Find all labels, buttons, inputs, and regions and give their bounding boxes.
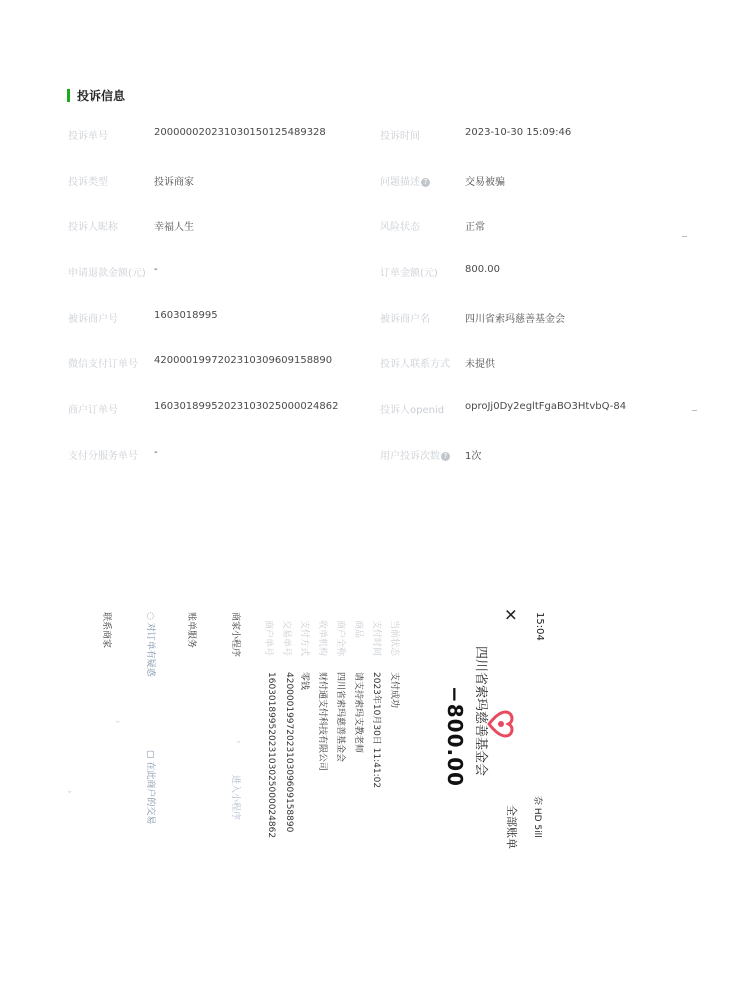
receipt-row-value: 零钱 bbox=[299, 672, 309, 691]
order-question-text: 对订单有疑惑 bbox=[145, 622, 155, 677]
receipt-row-value: 四川省索玛慈善基金会 bbox=[335, 672, 345, 763]
refund-amount-label: 申请退款金额(元) bbox=[68, 268, 146, 279]
merchant-name-label: 被诉商户名 bbox=[380, 314, 430, 325]
scan-mark bbox=[682, 236, 687, 237]
section-title: 投诉信息 bbox=[77, 89, 126, 103]
complaint-id-value: 200000020231030150125489328 bbox=[154, 127, 326, 138]
all-bills-button[interactable]: 全部账单 bbox=[505, 805, 518, 849]
merchant-name-value: 四川省索玛慈善基金会 bbox=[465, 314, 565, 325]
complainant-nickname-label: 投诉人昵称 bbox=[68, 222, 118, 233]
receipt-row-label: 交易单号 bbox=[281, 620, 291, 657]
receipt-row-label: 商户单号 bbox=[263, 620, 273, 657]
status-bar-icons: 奈 HD 5ill bbox=[532, 796, 542, 838]
receipt-merchant-name: 四川省索玛慈善基金会 bbox=[473, 646, 488, 777]
complaint-time-value: 2023-10-30 15:09:46 bbox=[465, 127, 572, 138]
order-amount-value: 800.00 bbox=[465, 264, 500, 275]
mini-program-label: 商家小程序 bbox=[230, 612, 240, 658]
document-icon: ▢ bbox=[145, 750, 155, 762]
help-icon[interactable]: ? bbox=[421, 178, 430, 187]
complaint-type-label: 投诉类型 bbox=[68, 177, 108, 188]
order-question-link[interactable] bbox=[145, 612, 158, 677]
receipt-row-value: 请支持索玛支教老师 bbox=[353, 672, 363, 754]
title-accent-bar bbox=[67, 89, 70, 102]
receipt-row-label: 收单机构 bbox=[317, 620, 327, 657]
complainant-nickname-value: 幸福人生 bbox=[154, 222, 194, 233]
receipt-row-value: 16030189952023103025000024862 bbox=[266, 672, 276, 839]
complaint-time-label: 投诉时间 bbox=[380, 131, 420, 142]
status-bar-time: 15:04 bbox=[534, 612, 545, 641]
receipt-row-label: 商品 bbox=[353, 620, 363, 639]
complaint-count-value: 1次 bbox=[465, 451, 482, 462]
merchant-id-label: 被诉商户号 bbox=[68, 314, 118, 325]
payscore-service-id-label: 支付分服务单号 bbox=[68, 451, 138, 462]
merchant-order-id-label: 商户订单号 bbox=[68, 405, 118, 416]
wechat-order-id-label: 微信支付订单号 bbox=[68, 359, 138, 370]
complainant-contact-value: 未提供 bbox=[465, 359, 495, 370]
complaint-id-label: 投诉单号 bbox=[68, 131, 108, 142]
complaint-type-value: 投诉商家 bbox=[154, 177, 194, 188]
receipt-row-value: 财付通支付科技有限公司 bbox=[317, 672, 327, 772]
complainant-openid-label: 投诉人openid bbox=[380, 405, 445, 416]
problem-description-text: 问题描述 bbox=[380, 177, 420, 188]
same-merchant-text: 在此商户的交易 bbox=[145, 761, 155, 825]
receipt-row-label: 支付时间 bbox=[371, 620, 381, 657]
complaint-count-text: 用户投诉次数 bbox=[380, 451, 440, 462]
complainant-openid-value: oproJj0Dy2egltFgaBO3HtvbQ-84 bbox=[465, 401, 627, 412]
contact-merchant-label[interactable]: 联系商家 bbox=[101, 612, 111, 649]
complainant-contact-label: 投诉人联系方式 bbox=[380, 359, 450, 370]
close-icon[interactable]: ✕ bbox=[501, 608, 520, 622]
complaint-count-label bbox=[380, 447, 450, 462]
same-merchant-link[interactable] bbox=[145, 750, 158, 824]
help-icon[interactable]: ? bbox=[441, 452, 450, 461]
scan-mark bbox=[692, 410, 697, 411]
problem-description-label bbox=[380, 173, 430, 188]
merchant-id-value: 1603018995 bbox=[154, 310, 218, 321]
chevron-right-icon: › bbox=[233, 740, 243, 744]
receipt-row-value: 4200001997202310309609158890 bbox=[284, 672, 294, 833]
payscore-service-id-value: - bbox=[154, 447, 158, 458]
payment-receipt-screenshot bbox=[0, 600, 550, 870]
receipt-amount: −800.00 bbox=[443, 686, 467, 787]
wechat-order-id-value: 4200001997202310309609158890 bbox=[154, 355, 333, 366]
chevron-right-icon: › bbox=[112, 720, 122, 724]
question-icon: ◌ bbox=[145, 612, 155, 623]
order-amount-label: 订单金额(元) bbox=[380, 268, 438, 279]
merchant-order-id-value: 16030189952023103025000024862 bbox=[154, 401, 339, 412]
receipt-row-label: 当前状态 bbox=[389, 620, 399, 657]
mini-program-link[interactable]: 进入小程序 bbox=[230, 775, 240, 821]
refund-amount-value: - bbox=[154, 264, 158, 275]
receipt-row-value: 支付成功 bbox=[389, 672, 399, 709]
receipt-row-value: 2023年10月30日 11:41:02 bbox=[371, 672, 381, 789]
receipt-row-label: 商户全称 bbox=[335, 620, 345, 657]
receipt-row-label: 支付方式 bbox=[299, 620, 309, 657]
bill-service-label: 账单服务 bbox=[186, 612, 196, 649]
risk-status-label: 风险状态 bbox=[380, 222, 420, 233]
chevron-right-icon: › bbox=[64, 790, 74, 794]
risk-status-value: 正常 bbox=[465, 222, 485, 233]
problem-description-value: 交易被骗 bbox=[465, 177, 505, 188]
